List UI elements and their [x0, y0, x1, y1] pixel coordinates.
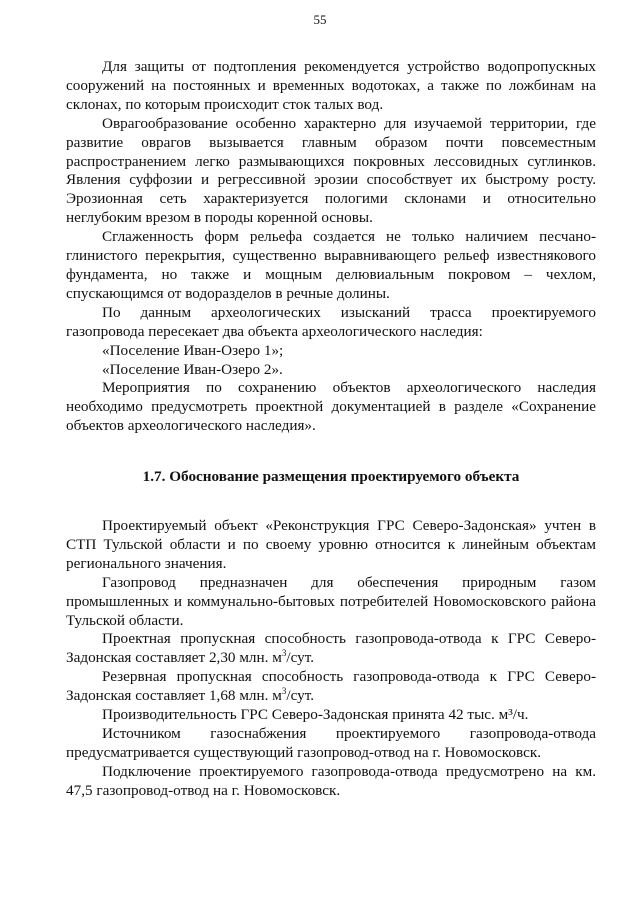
paragraph-flood-protection: Для защиты от подтопления рекомендуется устройство водопропускных сооружений на постоянных и временных водотоках, а также по ложбинам на склонах, по которым происходит сток талых вод. [66, 58, 596, 113]
section-heading: 1.7. Обоснование размещения проектируемого объекта [142, 468, 520, 486]
page-number: 55 [313, 12, 327, 27]
paragraph-relief-smoothness: Сглаженность форм рельефа создается не только наличием песчано-глинистого перекрытия, существенно выравнивающего рельеф известнякового фундамента, но также и мощным делювиальным покровом – чехлом, спускающимся от водоразделов в речные долины. [66, 228, 596, 302]
list-item-settlement-2: «Поселение Иван-Озеро 2». [102, 360, 283, 378]
paragraph-reserve-capacity [66, 668, 596, 706]
design-capacity-text: Проектная пропускная способность газопровода-отвода к ГРС Северо-Задонская составляет 2,30 млн. м [66, 630, 596, 667]
document-body [66, 58, 596, 801]
superscript: 3 [281, 686, 287, 697]
paragraph-ravine-formation: Оврагообразование особенно характерно для изучаемой территории, где развитие оврагов вызывается главным образом почти повсеместным распространением легко размывающихся покровных лессовидных суглинков. Явления суффозии и регрессивной эрозии способствует их быстрому росту. Эрозионная сеть характеризуется пологими склонами и относительно неглубоким врезом в породы коренной основы. [66, 114, 596, 227]
superscript: 3 [281, 648, 287, 659]
paragraph-connection: Подключение проектируемого газопровода-отвода предусмотрено на км. 47,5 газопровод-отвод на г. Новомосковск. [66, 762, 596, 799]
paragraph-gas-source: Источником газоснабжения проектируемого газопровода-отвода предусматривается существующий газопровод-отвод на г. Новомосковск. [66, 725, 596, 761]
paragraph-pipeline-purpose: Газопровод предназначен для обеспечения природным газом промышленных и коммунально-бытовых потребителей Новомосковского района Тульской области. [66, 573, 596, 629]
paragraph-archaeology: По данным археологических изысканий трасса проектируемого газопровода пересекает два объекта археологического наследия: [66, 303, 596, 340]
list-item-settlement-1: «Поселение Иван-Озеро 1»; [102, 341, 284, 359]
unit-suffix: /сут. [286, 687, 314, 705]
paragraph-object-description: Проектируемый объект «Реконструкция ГРС Северо-Задонская» учтен в СТП Тульской области и по своему уровню относится к линейным объектам регионального значения. [66, 517, 596, 572]
unit-suffix: /сут. [286, 649, 314, 667]
paragraph-heritage-measures: Мероприятия по сохранению объектов археологического наследия необходимо предусмотреть проектной документацией в разделе «Сохранение объектов археологического наследия». [66, 379, 596, 435]
paragraph-productivity: Производительность ГРС Северо-Задонская принята 42 тыс. м³/ч. [102, 706, 529, 724]
paragraph-design-capacity [66, 630, 596, 668]
reserve-capacity-text: Резервная пропускная способность газопровода-отвода к ГРС Северо-Задонская составляет 1,68 млн. м [66, 668, 596, 705]
